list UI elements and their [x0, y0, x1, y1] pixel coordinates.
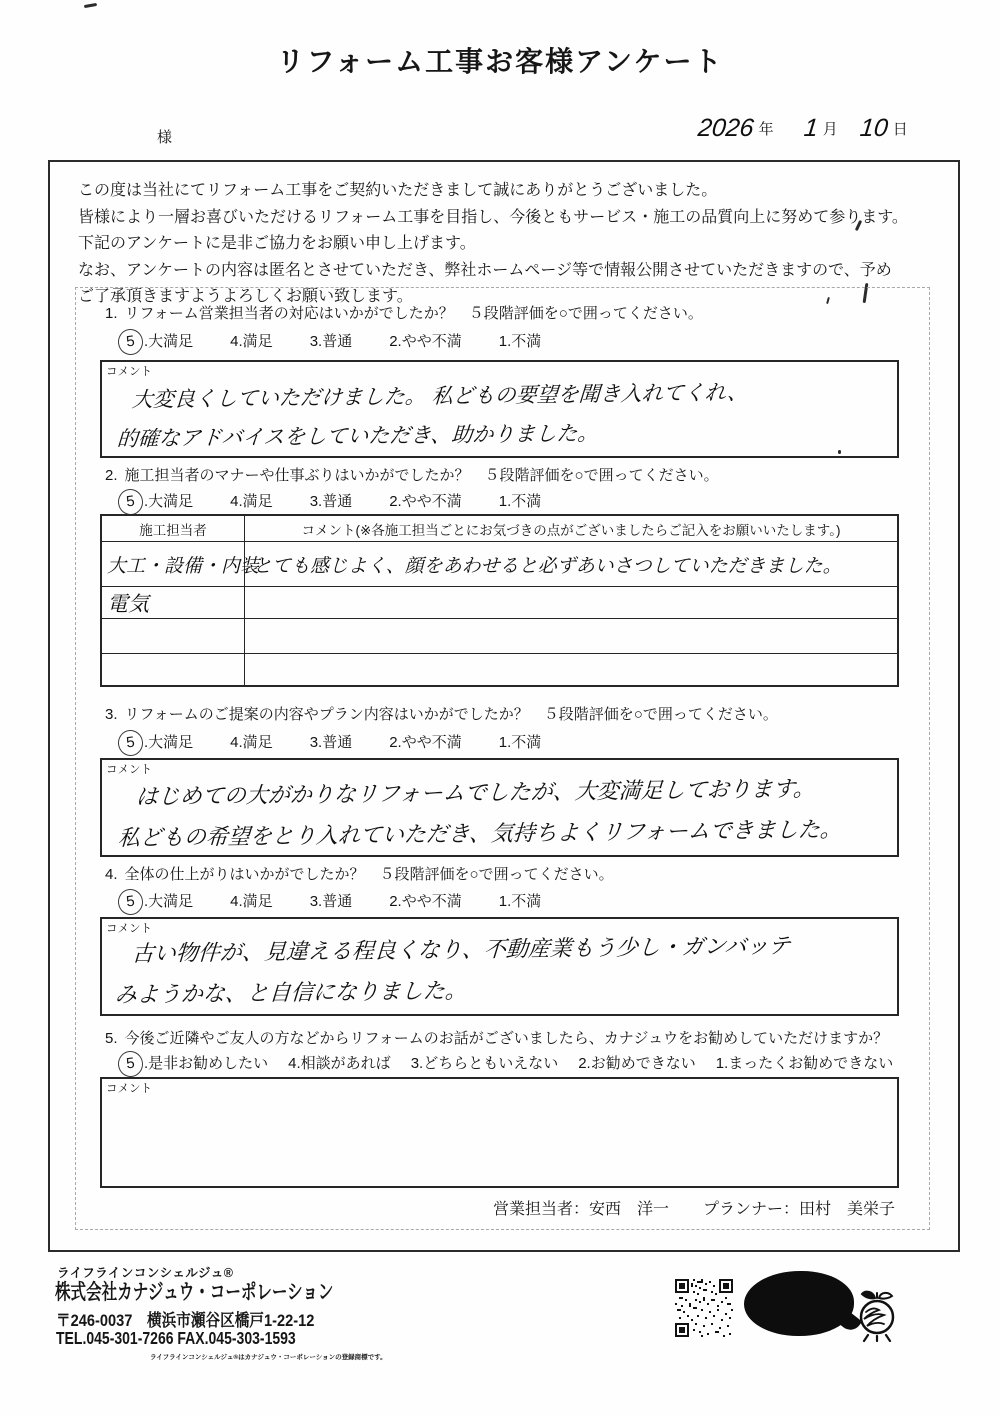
- handwritten-year: 2026: [696, 114, 756, 142]
- option-number: 4: [230, 333, 239, 350]
- option-rating-2: [578, 1052, 696, 1073]
- option-number: 2: [389, 333, 398, 350]
- contractor-comment-table: [100, 514, 899, 687]
- question-text: 今後ご近隣やご友人の方などからリフォームのお話がございましたら、カナジュウをお勧めしていただけますか？: [124, 1030, 889, 1047]
- option-label: .どちらともいえない: [419, 1055, 559, 1072]
- option-rating-5: [124, 731, 193, 752]
- comment-cell: とても感じよく、顔をあわせると必ずあいさつしていただきました。: [253, 555, 842, 577]
- year-suffix: 年: [758, 121, 774, 138]
- option-number: 1: [498, 333, 508, 350]
- option-label: .お勧めできない: [586, 1055, 696, 1072]
- option-rating-3: [310, 490, 353, 511]
- option-rating-3: [310, 890, 353, 911]
- option-label: .満足: [238, 333, 273, 350]
- comment-label: コメント: [106, 764, 152, 776]
- circled-rating: 5: [117, 328, 145, 357]
- worker-cell: 電気: [102, 587, 245, 618]
- page-title: リフォーム工事お客様アンケート: [276, 46, 724, 77]
- option-rating-1: [716, 1052, 894, 1073]
- option-label: .満足: [238, 493, 273, 510]
- handwritten-month: 1: [802, 114, 820, 142]
- option-label: .相談があれば: [296, 1055, 391, 1072]
- option-label: .普通: [318, 333, 353, 350]
- worker-cell: 大工・設備・内装: [102, 542, 245, 586]
- circled-rating: 5: [117, 888, 145, 917]
- option-number: 3: [309, 734, 319, 751]
- intro-line: 皆様により一層お喜びいただけるリフォーム工事を目指し、今後ともサービス・施工の品質向上に努めて参ります。: [78, 208, 908, 226]
- question-number: 5.: [105, 1030, 118, 1047]
- option-number: 4: [288, 1055, 297, 1072]
- option-rating-2: [389, 731, 462, 752]
- sales-rep-label: 営業担当者：: [492, 1201, 589, 1218]
- question-3-options: [124, 731, 578, 752]
- option-number: 4: [230, 893, 239, 910]
- question-text: リフォームのご提案の内容やプラン内容はいかがでしたか？ ５段階評価を○で囲ってください。: [124, 706, 778, 723]
- option-rating-1: [499, 731, 542, 752]
- option-label: .やや不満: [397, 333, 462, 350]
- option-rating-5: [124, 1052, 268, 1073]
- option-number: 2: [389, 734, 398, 751]
- option-label: .是非お勧めしたい: [144, 1055, 269, 1072]
- brand-tagline: ライフラインコンシェルジュ®: [57, 1266, 234, 1280]
- option-label: .やや不満: [397, 893, 462, 910]
- option-number: 3: [410, 1055, 420, 1072]
- option-rating-3: [310, 330, 353, 351]
- intro-line: なお、アンケートの内容は匿名とさせていただき、弊社ホームページ等で情報公開させていただきますので、予め: [78, 261, 892, 279]
- option-rating-2: [389, 330, 462, 351]
- question-number: 1.: [105, 305, 118, 322]
- option-label: .普通: [318, 734, 353, 751]
- question-4-title: [105, 863, 614, 884]
- question-5-title: [105, 1027, 888, 1048]
- speech-bubble-stamp-icon: [744, 1271, 854, 1336]
- option-number: 2: [389, 893, 398, 910]
- question-5-comment-box: [100, 1077, 899, 1188]
- question-3-comment-box: [100, 758, 899, 857]
- company-tel-fax: TEL.045-301-7266 FAX.045-303-1593: [56, 1328, 296, 1348]
- handwritten-comment: はじめての大がかりなリフォームでしたが、大変満足しております。: [135, 775, 816, 810]
- mascot-stamp-icon: [855, 1288, 901, 1346]
- month-suffix: 月: [822, 121, 838, 138]
- option-number: 1: [498, 893, 508, 910]
- option-number: 1: [498, 734, 508, 751]
- header-comment: コメント(※各施工担当ごとにお気づきの点がございましたらご記入をお願いいたします。): [301, 522, 841, 538]
- company-address: 〒246-0037 横浜市瀬谷区橋戸1-22-12: [56, 1311, 315, 1330]
- option-label: .不満: [507, 893, 542, 910]
- day-suffix: 日: [892, 121, 908, 138]
- question-text: リフォーム営業担当者の対応はいかがでしたか？ ５段階評価を○で囲ってください。: [124, 305, 703, 322]
- option-number: 4: [230, 734, 239, 751]
- planner-label: プランナー：: [702, 1201, 799, 1218]
- option-rating-3: [310, 731, 353, 752]
- handwritten-comment: 古い物件が、見違える程良くなり、不動産業もう少し・ガンバッテ: [131, 932, 792, 967]
- question-2-options: [124, 490, 578, 511]
- option-label: .不満: [507, 493, 542, 510]
- question-number: 4.: [105, 866, 118, 883]
- option-number: 4: [230, 493, 239, 510]
- option-label: .まったくお勧めできない: [724, 1055, 894, 1072]
- option-label: .満足: [238, 893, 273, 910]
- qr-code-icon: [675, 1277, 733, 1339]
- option-rating-4: [230, 890, 273, 911]
- option-number: 3: [309, 493, 319, 510]
- option-label: .普通: [318, 493, 353, 510]
- comment-cell: [245, 654, 897, 685]
- option-rating-2: [389, 890, 462, 911]
- comment-cell: [245, 587, 897, 618]
- header-worker: 施工担当者: [102, 516, 245, 541]
- option-rating-5: [124, 490, 193, 511]
- company-name: 株式会社カナジュウ・コーポレーション: [55, 1281, 334, 1304]
- handwritten-day: 10: [858, 114, 890, 142]
- handwritten-comment: みようかな、と自信になりました。: [114, 977, 468, 1008]
- question-2-title: [105, 464, 719, 485]
- option-rating-5: [124, 890, 193, 911]
- question-3-title: [105, 703, 778, 724]
- comment-cell: [245, 619, 897, 653]
- table-row: [102, 586, 897, 618]
- option-rating-1: [499, 890, 542, 911]
- option-rating-2: [389, 490, 462, 511]
- option-label: .やや不満: [397, 734, 462, 751]
- sales-rep-name: 安西 洋一: [588, 1201, 669, 1218]
- handwritten-comment: 的確なアドバイスをしていただき、助かりました。: [116, 422, 600, 451]
- option-label: .大満足: [144, 333, 194, 350]
- comment-label: コメント: [106, 1083, 152, 1095]
- question-number: 3.: [105, 706, 118, 723]
- circled-rating: 5: [117, 1050, 145, 1079]
- option-number: 2: [389, 493, 398, 510]
- question-text: 施工担当者のマナーや仕事ぶりはいかがでしたか？ ５段階評価を○で囲ってください。: [124, 467, 719, 484]
- option-label: .不満: [507, 734, 542, 751]
- question-1-options: [124, 330, 578, 351]
- option-rating-4: [230, 731, 273, 752]
- intro-line: 下記のアンケートに是非ご協力をお願い申し上げます。: [78, 235, 476, 252]
- option-rating-5: [124, 330, 193, 351]
- table-row: [102, 541, 897, 586]
- circled-rating: 5: [117, 488, 145, 517]
- comment-label: コメント: [106, 923, 152, 935]
- comment-label: コメント: [106, 366, 152, 378]
- option-number: 1: [715, 1055, 725, 1072]
- option-label: .満足: [238, 734, 273, 751]
- table-row: [102, 618, 897, 653]
- option-number: 3: [309, 333, 319, 350]
- worker-cell: [102, 654, 245, 685]
- option-rating-4: [288, 1052, 391, 1073]
- option-label: .普通: [318, 893, 353, 910]
- table-header-row: [102, 516, 897, 541]
- option-rating-3: [411, 1052, 559, 1073]
- option-number: 1: [498, 493, 508, 510]
- option-rating-4: [230, 330, 273, 351]
- option-rating-1: [499, 330, 542, 351]
- question-4-options: [124, 890, 578, 911]
- question-text: 全体の仕上がりはいかがでしたか？ ５段階評価を○で囲ってください。: [124, 866, 614, 883]
- circled-rating: 5: [117, 729, 145, 758]
- option-label: .大満足: [144, 893, 194, 910]
- question-4-comment-box: [100, 917, 899, 1016]
- handwritten-comment: 大変良くしていただけました。 私どもの要望を聞き入れてくれ、: [131, 381, 749, 412]
- planner-name: 田村 美栄子: [798, 1201, 895, 1218]
- intro-line: ご了承頂きますようよろしくお願い致します。: [78, 288, 413, 305]
- option-number: 2: [578, 1055, 587, 1072]
- table-row: [102, 653, 897, 685]
- question-5-options: [124, 1052, 913, 1073]
- scan-artifact: [84, 3, 97, 8]
- option-number: 3: [309, 893, 319, 910]
- question-1-comment-box: [100, 360, 899, 458]
- staff-signature-line: [100, 1196, 895, 1219]
- date-line: [698, 114, 912, 143]
- trademark-note: ライフラインコンシェルジュ®はカナジュウ・コーポレーションの登録商標です。: [150, 1354, 387, 1361]
- option-label: .不満: [507, 333, 542, 350]
- handwritten-comment: 私どもの希望をとり入れていただき、気持ちよくリフォームできました。: [117, 816, 843, 851]
- option-label: .やや不満: [397, 493, 462, 510]
- worker-cell: [102, 619, 245, 653]
- question-1-title: [105, 302, 703, 323]
- intro-line: この度は当社にてリフォーム工事をご契約いただきまして誠にありがとうございました。: [78, 182, 718, 199]
- addressee-label: 様: [157, 129, 173, 146]
- option-label: .大満足: [144, 493, 194, 510]
- option-label: .大満足: [144, 734, 194, 751]
- option-rating-4: [230, 490, 273, 511]
- option-rating-1: [499, 490, 542, 511]
- question-number: 2.: [105, 467, 118, 484]
